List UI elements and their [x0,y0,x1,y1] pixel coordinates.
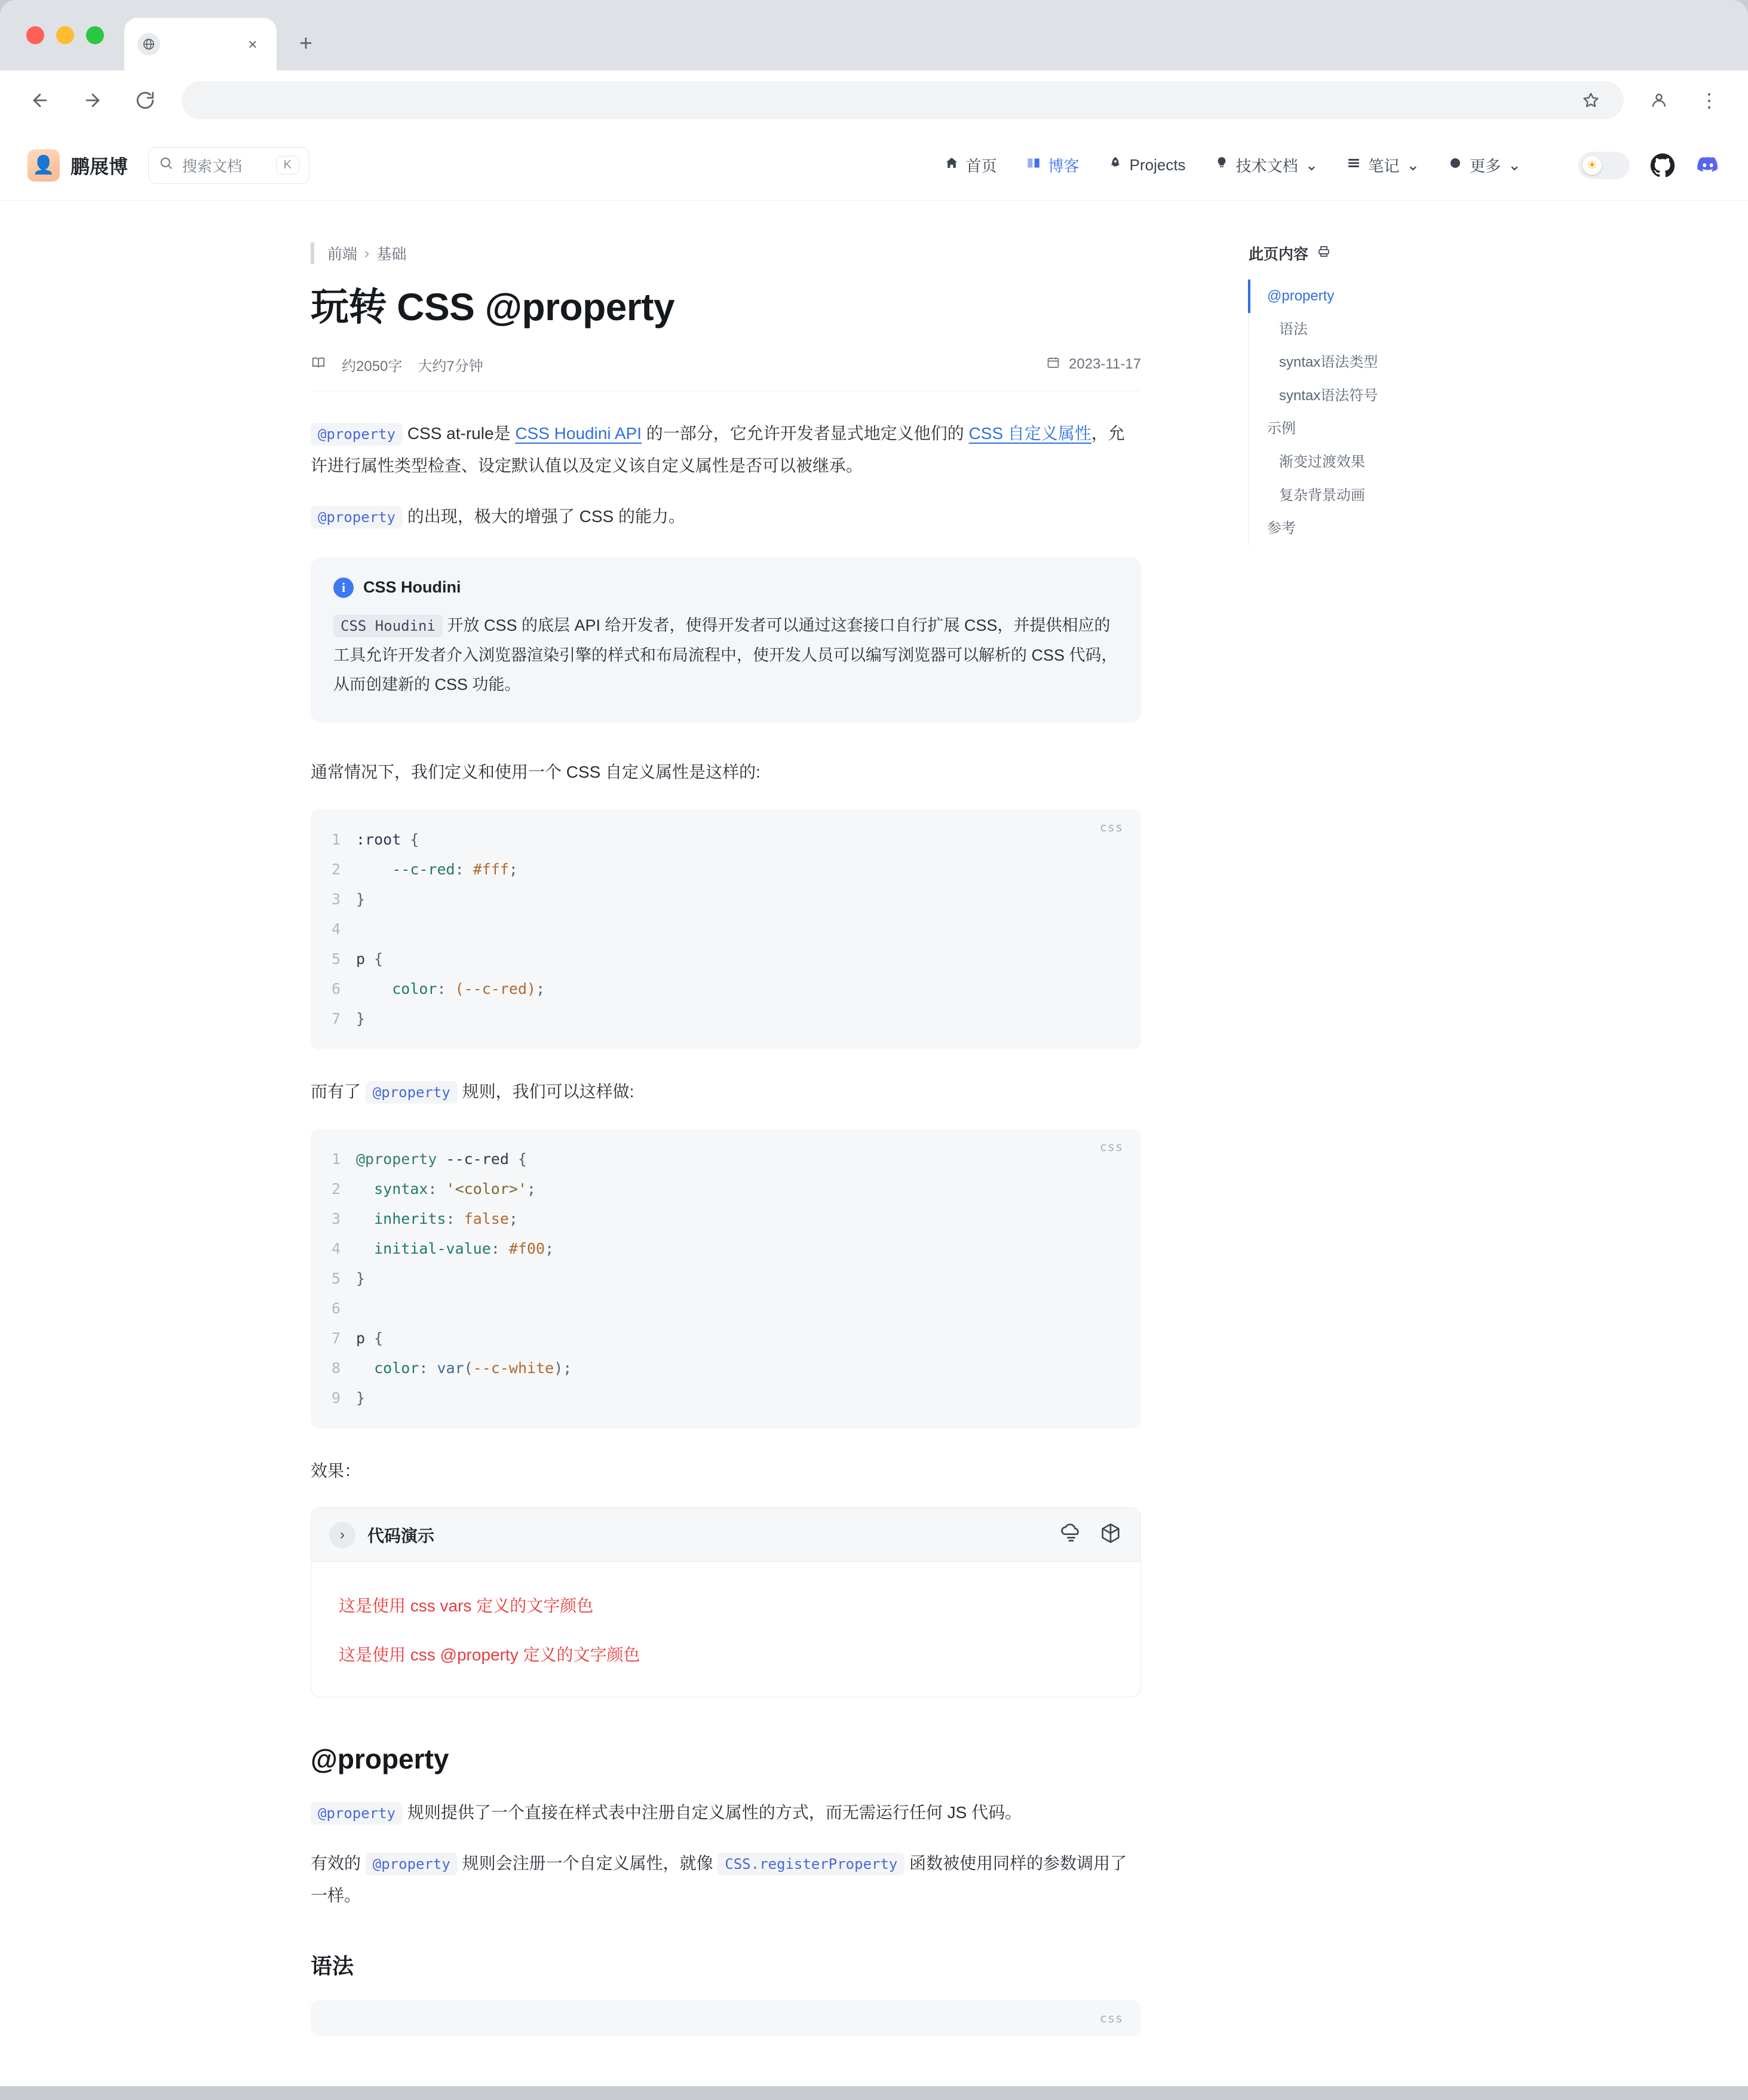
nav-label: Projects [1129,156,1186,174]
callout-title: CSS Houdini [363,578,461,597]
book-open-icon [311,355,326,374]
code-line: } [356,1389,366,1407]
code-line: syntax: '<color>'; [374,1180,536,1198]
inline-code: @property [366,1081,458,1104]
search-icon [158,155,174,175]
bulb-icon [1215,156,1229,174]
toc-title: 此页内容 [1249,246,1309,263]
text: 函数被使用同样的参数调用了一样。 [311,1853,1127,1905]
code-demo-body [311,1562,1140,1697]
book-icon [1026,155,1041,175]
line-number: 6 [331,980,341,997]
intro-paragraph-1 [311,417,1141,483]
code-demo-header[interactable] [311,1508,1140,1562]
tab-strip [0,0,1748,70]
text: 规则，我们可以这样做: [457,1082,634,1101]
back-icon[interactable] [24,84,56,116]
nav-item-home[interactable] [944,154,997,176]
close-window-button[interactable] [26,26,44,44]
code-block-1 [311,809,1141,1049]
code-block-3 [311,2000,1141,2036]
toc-item-examples[interactable]: 示例 [1267,420,1296,437]
chevron-right-icon[interactable]: › [329,1522,355,1548]
discord-icon[interactable] [1695,153,1721,178]
section-heading-property: @property [311,1743,449,1775]
avatar: 👤 [27,149,60,182]
nav-item-more[interactable] [1448,154,1521,176]
code-language-label: css [1099,819,1123,834]
code-line: } [356,1009,366,1027]
chevron-down-icon: ⌄ [1406,156,1420,174]
toc-list [1249,280,1505,545]
github-icon[interactable] [1650,153,1675,178]
code-line: } [356,1269,366,1287]
forward-icon[interactable] [76,84,109,116]
search-input[interactable] [148,147,309,184]
bookmark-star-icon[interactable] [1576,85,1606,115]
browser-tab[interactable] [124,18,277,70]
code-demo-title: 代码演示 [367,1526,435,1545]
toc-item-property[interactable]: @property [1248,280,1505,313]
info-callout [311,557,1141,723]
code-line: initial-value: #f00; [374,1239,554,1257]
window-controls[interactable] [26,0,124,70]
article [311,242,1141,2086]
code-line: } [356,890,366,908]
callout-body [333,611,1118,701]
search-shortcut-kbd: K [276,156,299,174]
article-meta [311,354,1141,391]
code-line: :root { [356,830,419,848]
page-title: 玩转 CSS @property [311,285,675,328]
profile-icon[interactable] [1644,85,1674,115]
text: 规则会注册一个自定义属性，就像 [457,1853,718,1872]
lead-paragraph-3: 效果： [311,1461,361,1480]
text: 而有了 [311,1082,366,1101]
demo-text-line: 这是使用 css @property 定义的文字颜色 [339,1645,640,1665]
inline-code: @property [366,1853,458,1875]
line-number: 6 [331,1299,341,1317]
inline-code: CSS.registerProperty [717,1853,904,1875]
code-line: color: var(--c-white); [374,1359,572,1377]
toc-item-syntax[interactable]: 语法 [1279,321,1308,337]
toc-item-references[interactable]: 参考 [1267,520,1296,537]
sun-icon: ☀ [1583,156,1602,175]
code-line: p { [356,950,384,968]
site-brand[interactable] [27,149,128,182]
breadcrumb-separator: › [364,244,370,262]
nav-label: 首页 [965,157,997,175]
code-language-label: css [1099,1139,1123,1154]
intro-paragraph-2 [311,501,1141,533]
calendar-icon [1046,355,1060,374]
line-number: 1 [331,1150,341,1168]
demo-text-line: 这是使用 css vars 定义的文字颜色 [339,1597,594,1616]
breadcrumb [311,242,1141,264]
line-number: 8 [331,1359,341,1377]
text: CSS at-rule是 [403,423,516,443]
nav-label: 笔记 [1368,157,1400,175]
line-number: 4 [331,1239,341,1257]
toc-item-gradient-transition[interactable]: 渐变过渡效果 [1279,453,1365,470]
line-number: 3 [331,1209,341,1227]
lead-paragraph-2 [311,1076,1141,1109]
read-time: 大约7分钟 [418,358,483,374]
text: 开放 CSS 的底层 API 给开发者，使得开发者可以通过这套接口自行扩展 CSS，并提供相应的工具允许开发者介入浏览器渲染引擎的样式和布局流程中，使开发人员可以编写浏览器可以解析的 CSS 代码，从而创建新的 CSS 功能。 [333,616,1118,694]
code-language-label: css [1099,2010,1123,2025]
minimize-window-button[interactable] [56,26,74,44]
section1-paragraph-1 [311,1797,1141,1829]
code-line: color: (--c-red); [392,980,545,997]
globe-icon [137,33,160,56]
lead-paragraph-1: 通常情况下，我们定义和使用一个 CSS 自定义属性是这样的: [311,763,760,782]
line-number: 5 [331,1269,341,1287]
line-number: 3 [331,890,341,908]
line-number: 2 [331,860,341,878]
code-line [356,914,365,944]
text: ，允许进行属性类型检查、设定默认值以及定义该自定义属性是否可以被继承。 [311,423,1125,475]
inline-code: CSS Houdini [333,615,443,637]
line-number: 1 [331,830,341,848]
nav-label: 更多 [1470,157,1501,175]
section-heading-syntax: 语法 [311,1953,354,1978]
code-block-2 [311,1129,1141,1429]
toc-item-syntax-types[interactable]: syntax语法类型 [1279,354,1378,371]
search-placeholder: 搜索文档 [182,158,243,175]
nav-item-blog[interactable] [1026,154,1080,176]
close-icon[interactable]: × [248,35,257,53]
toc-header [1249,242,1505,264]
print-icon[interactable] [1317,244,1331,263]
stackblitz-icon[interactable] [1099,1521,1123,1548]
new-tab-button[interactable]: + [299,30,313,56]
site-header [0,130,1748,201]
main-nav [944,152,1721,179]
line-number: 7 [331,1329,341,1347]
code-line [356,1294,365,1324]
nav-item-projects[interactable] [1108,156,1186,174]
publish-date: 2023-11-17 [1069,356,1141,373]
rocket-icon [1108,156,1123,174]
page-body [0,201,1748,2086]
breadcrumb-child[interactable]: 基础 [376,246,407,263]
info-icon: i [333,578,354,598]
chevron-down-icon: ⌄ [1305,156,1318,174]
link-css-custom-properties[interactable]: CSS 自定义属性 [968,423,1091,443]
code-line: --c-red: #fff; [392,860,518,878]
breadcrumb-parent[interactable]: 前端 [327,246,358,263]
line-number: 7 [331,1009,341,1027]
line-number: 2 [331,1180,341,1198]
text: 的一部分，它允许开发者显式地定义他们的 [642,423,969,443]
home-icon [944,156,959,174]
toc-item-complex-background[interactable]: 复杂背景动画 [1279,487,1365,503]
inline-code: @property [311,1802,403,1825]
callout-header [333,578,1118,598]
circle-icon [1448,156,1462,174]
line-number: 5 [331,950,341,968]
line-number: 4 [331,920,341,938]
code-line: p { [356,1329,384,1347]
reload-icon[interactable] [129,84,161,116]
brand-label: 鹏展博 [70,155,128,177]
nav-label: 技术文档 [1235,157,1298,175]
browser-menu-icon[interactable]: ⋮ [1700,90,1719,111]
codesandbox-icon[interactable] [1059,1521,1083,1548]
inline-code: @property [311,506,403,529]
inline-code: @property [311,423,403,446]
maximize-window-button[interactable] [86,26,104,44]
website [0,130,1748,2086]
word-count: 约2050字 [342,358,403,374]
code-demo-card [311,1508,1141,1697]
nav-item-notes[interactable] [1347,154,1419,176]
header-actions [1578,152,1721,179]
code-line: inherits: false; [374,1209,518,1227]
nav-label: 博客 [1048,157,1080,175]
theme-toggle[interactable] [1578,152,1630,179]
nav-item-tech-docs[interactable] [1215,154,1318,176]
toc-item-syntax-symbols[interactable]: syntax语法符号 [1279,387,1378,404]
section1-paragraph-2 [311,1847,1141,1912]
code-demo-actions [1059,1521,1123,1548]
code-line: @property --c-red { [356,1150,528,1168]
text: 的出现，极大的增强了 CSS 的能力。 [403,506,685,526]
text: 有效的 [311,1853,366,1872]
address-bar[interactable] [182,81,1624,119]
table-of-contents [1249,242,1505,2086]
link-css-houdini-api[interactable]: CSS Houdini API [515,423,642,443]
note-icon [1347,156,1361,174]
chevron-down-icon: ⌄ [1508,156,1521,174]
line-number: 9 [331,1389,341,1407]
text: 规则提供了一个直接在样式表中注册自定义属性的方式，而无需运行任何 JS 代码。 [403,1803,1022,1822]
browser-toolbar [0,70,1748,130]
browser-window [0,0,1748,130]
